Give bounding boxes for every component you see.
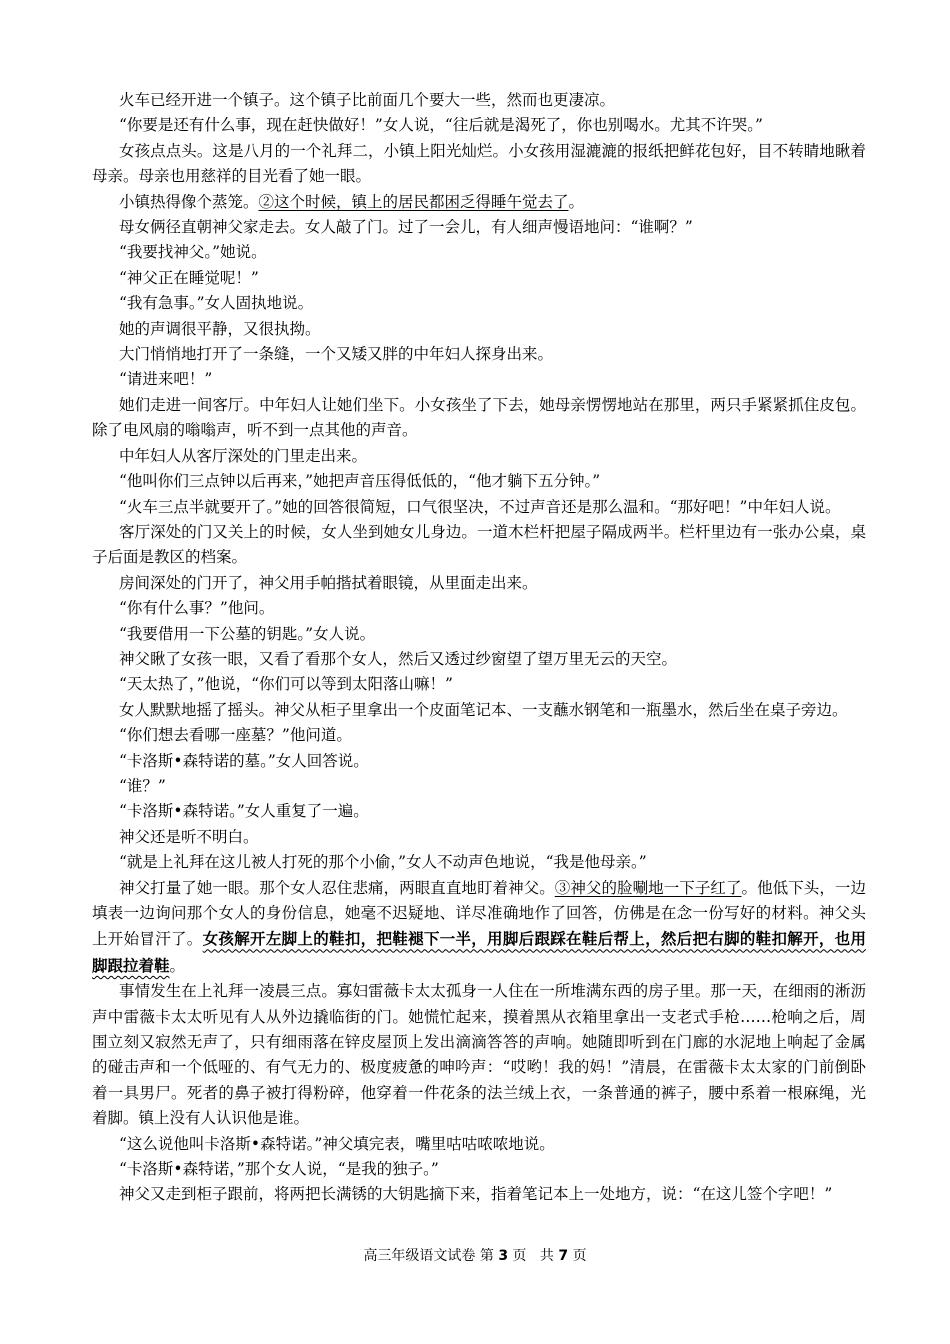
text-run: 小镇热得像个蒸笼。 [119, 192, 259, 211]
paragraph: “我要借用一下公墓的钥匙。”女人说。 [119, 624, 376, 643]
text-run: 。 [169, 956, 186, 975]
paragraph: “你们想去看哪一座墓？”他问道。 [119, 726, 352, 745]
text-run: 。他低下头，一边填表一边询问那个女人的身份信息，她毫不迟疑地、详尽准确地作了回答，仿佛是在念一份写好的材料。神父头上开始冒汗了。 [92, 878, 866, 949]
paragraph: “你要是还有什么事，现在赶快做好！”女人说，“往后就是渴死了，你也别喝水。尤其不许哭。” [119, 116, 763, 135]
text-run: 神父打量了她一眼。那个女人忍住悲痛，两眼直直地盯着神父。 [119, 878, 555, 897]
footer-ye2: 页 [572, 1248, 587, 1264]
wavy-underlined-sentence: 女孩解开左脚上的鞋扣，把鞋褪下一半，用脚后跟踩在鞋后帮上，然后把右脚的鞋扣解开，也用脚跟拉着鞋 [92, 929, 866, 975]
paragraph: 女人默默地摇了摇头。神父从柜子里拿出一个皮面笔记本、一支蘸水钢笔和一瓶墨水，然后坐在桌子旁边。 [119, 700, 848, 719]
paragraph: 中年妇人从客厅深处的门里走出来。 [119, 446, 368, 465]
paragraph [92, 876, 866, 980]
paragraph: “卡洛斯•森特诺的墓。”女人回答说。 [119, 751, 369, 770]
footer-di: 第 [479, 1248, 494, 1264]
paragraph: “这么说他叫卡洛斯•森特诺。”神父填完表，嘴里咕咕哝哝地说。 [119, 1134, 555, 1153]
paragraph: 事情发生在上礼拜一凌晨三点。寡妇雷薇卡太太孤身一人住在一所堆满东西的房子里。那一天，在细雨的淅沥声中雷薇卡太太听见有人从外边撬临街的门。她慌忙起来，摸着黑从衣箱里拿出一支老式手枪……枪响之后，周围立刻又寂然无声了，只有细雨落在锌皮屋顶上发出滴滴答答的声响。她随即听到在门廊的水泥地上响起了金属的碰击声和一个低哑的、有气无力的、极度疲惫的呻吟声：“哎哟！我的妈！”清晨，在雷薇卡太太家的门前倒卧着一具男尸。死者的鼻子被打得粉碎，他穿着一件花条的法兰绒上衣，一条普通的裤子，腰中系着一根麻绳，光着脚。镇上没有人认识他是谁。 [92, 982, 866, 1128]
paragraph: 她的声调很平静，又很执拗。 [119, 319, 321, 338]
paragraph: “谁？” [119, 776, 166, 795]
paragraph: “就是上礼拜在这儿被人打死的那个小偷，”女人不动声色地说，“我是他母亲。” [119, 853, 647, 872]
paragraph: 她们走进一间客厅。中年妇人让她们坐下。小女孩坐了下去，她母亲愣愣地站在那里，两只手紧紧抓住皮包。除了电风扇的嗡嗡声，听不到一点其他的声音。 [92, 395, 866, 440]
paragraph: “请进来吧！” [119, 370, 213, 389]
paragraph: “火车三点半就要开了。”她的回答很简短，口气很坚决，不过声音还是那么温和。“那好吧！”中年妇人说。 [119, 497, 841, 516]
paragraph: 神父瞅了女孩一眼，又看了看那个女人，然后又透过纱窗望了望万里无云的天空。 [119, 649, 678, 668]
paragraph: “我要找神父。”她说。 [119, 243, 267, 262]
paragraph: “神父正在睡觉呢！” [119, 268, 259, 287]
paragraph: 母女俩径直朝神父家走去。女人敲了门。过了一会儿，有人细声慢语地问：“谁啊？” [119, 218, 693, 237]
footer-page-number: 3 [498, 1248, 509, 1264]
text-run: 。 [568, 192, 585, 211]
article-body [92, 88, 866, 1208]
footer-gong: 共 [539, 1248, 554, 1264]
paragraph: “他叫你们三点钟以后再来，”她把声音压得低低的，“他才躺下五分钟。” [119, 472, 601, 491]
paragraph: “卡洛斯•森特诺。”女人重复了一遍。 [119, 802, 369, 821]
paragraph: “你有什么事？”他问。 [119, 599, 275, 618]
paragraph [92, 190, 866, 215]
paragraph: 神父还是听不明白。 [119, 827, 259, 846]
paragraph: 房间深处的门开了，神父用手帕揩拭着眼镜，从里面走出来。 [119, 573, 538, 592]
footer-ye: 页 [512, 1248, 527, 1264]
page-footer [0, 1245, 950, 1265]
footer-total-pages: 7 [558, 1248, 569, 1264]
paragraph: 女孩点点头。这是八月的一个礼拜二，小镇上阳光灿烂。小女孩用湿漉漉的报纸把鲜花包好，目不转睛地瞅着母亲。母亲也用慈祥的目光看了她一眼。 [92, 141, 866, 186]
underlined-sentence-2: ②这个时候，镇上的居民都困乏得睡午觉去了 [258, 192, 569, 211]
paragraph: 客厅深处的门又关上的时候，女人坐到她女儿身边。一道木栏杆把屋子隔成两半。栏杆里边有一张办公桌，桌子后面是教区的档案。 [92, 522, 866, 567]
underlined-sentence-3: ③神父的脸唰地一下子红了 [554, 878, 742, 897]
paragraph: “卡洛斯•森特诺，”那个女人说，“是我的独子。” [119, 1160, 439, 1179]
footer-title: 高三年级语文试卷 [363, 1248, 476, 1264]
paragraph: “我有急事。”女人固执地说。 [119, 294, 314, 313]
paragraph: “天太热了，”他说，“你们可以等到太阳落山嘛！” [119, 675, 453, 694]
paragraph: 火车已经开进一个镇子。这个镇子比前面几个要大一些，然而也更凄凉。 [119, 91, 616, 109]
paragraph: 大门悄悄地打开了一条缝，一个又矮又胖的中年妇人探身出来。 [119, 345, 554, 364]
paragraph: 神父又走到柜子跟前，将两把长满锈的大钥匙摘下来，指着笔记本上一处地方，说：“在这儿签个字吧！” [119, 1185, 833, 1204]
